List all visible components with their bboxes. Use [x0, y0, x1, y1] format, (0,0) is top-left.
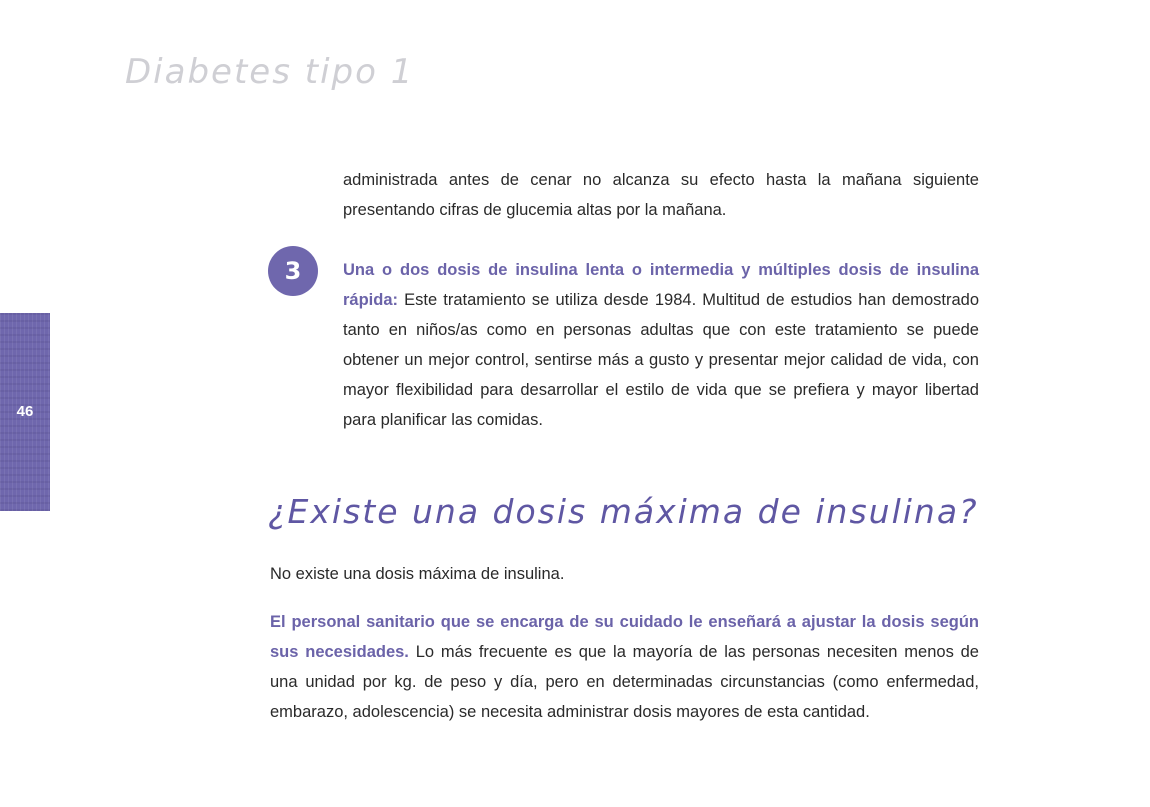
page-number: 46 — [16, 403, 34, 420]
detail-paragraph — [270, 607, 979, 727]
continued-paragraph: administrada antes de cenar no alcanza su efecto hasta la mañana siguiente presentando cifras de glucemia altas por la mañana. — [343, 171, 979, 219]
section-heading: ¿Existe una dosis máxima de insulina? — [268, 492, 979, 531]
running-header-title: Diabetes tipo 1 — [125, 52, 415, 92]
item-3-lead: Una o dos dosis de insulina lenta o intermedia y múltiples dosis de insulina rápida: — [343, 261, 979, 309]
item-3-paragraph — [343, 255, 979, 435]
item-3-body: Este tratamiento se utiliza desde 1984. Multitud de estudios han demostrado tanto en niños/as como en personas adultas que con este tratamiento se puede obtener un mejor control, sentirse más a gusto y presentar mejor calidad de vida, con mayor flexibilidad para desarrollar el estilo de vida que se prefiera y mayor libertad para planificar las comidas. — [343, 291, 979, 429]
answer-paragraph: No existe una dosis máxima de insulina. — [270, 565, 565, 583]
detail-lead: El personal sanitario que se encarga de su cuidado le enseñará a ajustar la dosis según sus necesidades. — [270, 613, 979, 661]
detail-body: Lo más frecuente es que la mayoría de las personas necesiten menos de una unidad por kg. de peso y día, pero en determinadas circunstancias (como enfermedad, embarazo, adolescencia) se necesita administrar dosis mayores de esta cantidad. — [270, 643, 979, 721]
item-number-badge: 3 — [268, 246, 318, 296]
